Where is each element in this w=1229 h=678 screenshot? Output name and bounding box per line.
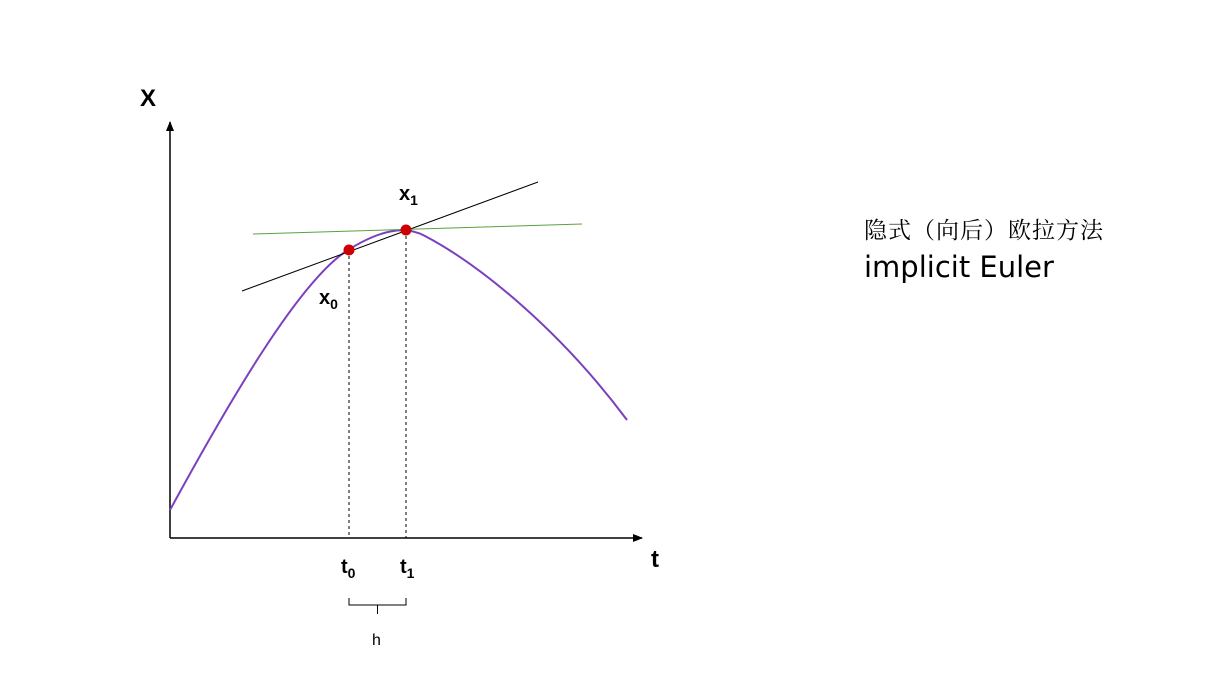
caption-english: implicit Euler bbox=[864, 250, 1054, 284]
solution-curve bbox=[170, 230, 627, 510]
caption-chinese: 隐式（向后）欧拉方法 bbox=[864, 218, 1104, 244]
point-x0-label: $x_0$ bbox=[319, 287, 338, 312]
point-x1 bbox=[401, 225, 412, 236]
method-caption bbox=[864, 212, 1104, 284]
y-axis-label: X bbox=[140, 85, 157, 112]
tick-t0-label: $t_0$ bbox=[341, 556, 356, 581]
point-x1-label: $x_1$ bbox=[399, 183, 418, 208]
x-axis-label: t bbox=[651, 546, 659, 573]
slope-line bbox=[242, 182, 538, 291]
step-bracket bbox=[349, 598, 406, 614]
point-x0 bbox=[344, 245, 355, 256]
step-label: h bbox=[372, 632, 381, 649]
tick-t1-label: $t_1$ bbox=[400, 556, 415, 581]
